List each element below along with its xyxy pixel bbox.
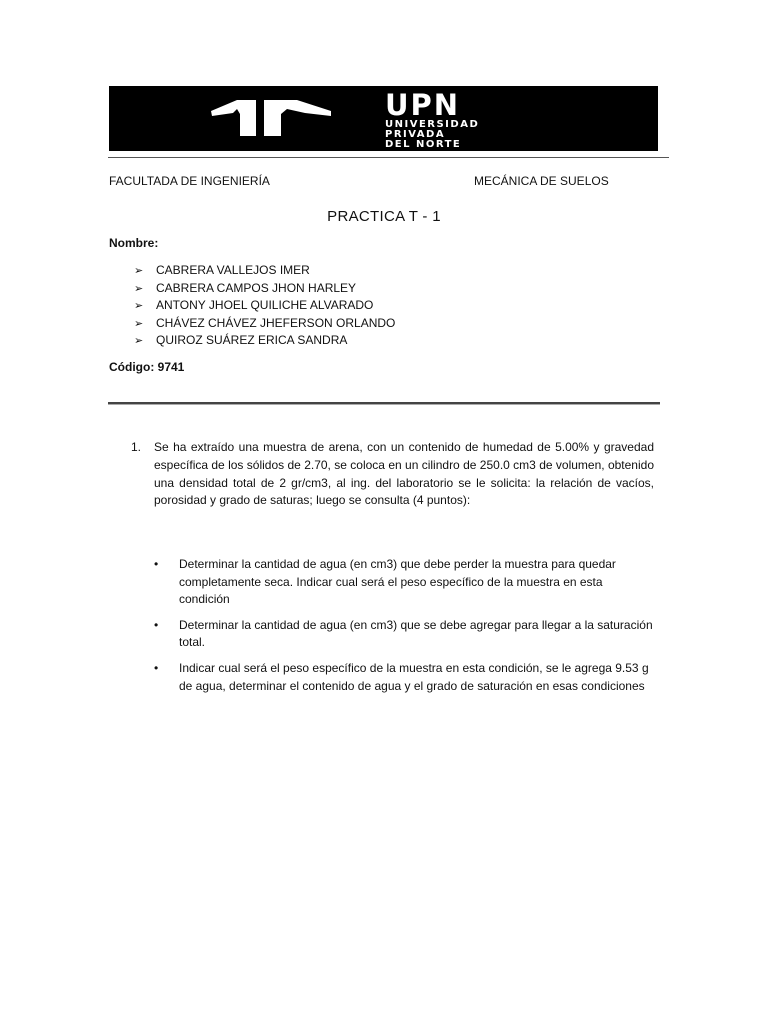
course-label: MECÁNICA DE SUELOS — [474, 174, 609, 188]
header-banner — [109, 86, 658, 151]
logo-subtitle-line-3: DEL NORTE — [385, 139, 462, 150]
page-title: PRACTICA T - 1 — [327, 208, 441, 225]
student-name: CABRERA VALLEJOS IMER — [156, 263, 310, 277]
arrow-bullet-icon: ➢ — [134, 317, 144, 330]
logo-subtitle-line-1: UNIVERSIDAD — [385, 119, 480, 130]
student-name: ANTONY JHOEL QUILICHE ALVARADO — [156, 298, 374, 312]
header-divider — [108, 157, 669, 158]
upn-logo-emblem-icon — [109, 86, 658, 151]
bullet-icon: • — [154, 617, 159, 632]
bullet-icon: • — [154, 660, 159, 675]
student-name: CHÁVEZ CHÁVEZ JHEFERSON ORLANDO — [156, 315, 396, 330]
list-item — [154, 617, 654, 652]
arrow-bullet-icon: ➢ — [134, 300, 144, 312]
question-number: 1. — [131, 440, 142, 454]
list-item — [154, 660, 654, 695]
question-text: Se ha extraído una muestra de arena, con un contenido de humedad de 5.00% y gravedad específica de los sólidos de 2.70, se coloca en un cilindro de 250.0 cm3 de volumen, obtenido una densidad total de 2 gr/cm3, al ing. del laboratorio se le solicita: la relación de vacíos, porosidad y grado de saturas; luego se consulta (4 puntos): — [154, 440, 654, 508]
student-name: CABRERA CAMPOS JHON HARLEY — [156, 280, 357, 295]
list-item — [134, 262, 395, 280]
code-label: Código: 9741 — [109, 360, 185, 374]
list-item — [134, 297, 395, 315]
task-text: Determinar la cantidad de agua (en cm3) que se debe agregar para llegar a la saturación total. — [179, 617, 653, 650]
list-item — [134, 280, 395, 298]
list-item — [134, 332, 395, 350]
names-label: Nombre: — [109, 236, 159, 250]
faculty-label: FACULTADA DE INGENIERÍA — [109, 174, 270, 188]
arrow-bullet-icon: ➢ — [134, 282, 144, 295]
task-list — [154, 556, 654, 703]
logo-name: UPN — [385, 88, 461, 122]
student-name: QUIROZ SUÁREZ ERICA SANDRA — [156, 333, 348, 347]
list-item — [154, 556, 654, 609]
arrow-bullet-icon: ➢ — [134, 265, 144, 277]
names-list — [134, 262, 395, 350]
logo-subtitle-line-2: PRIVADA — [385, 129, 446, 140]
section-divider — [108, 402, 660, 405]
task-text: Determinar la cantidad de agua (en cm3) que debe perder la muestra para quedar completamente seca. Indicar cual será el peso específico de la muestra en esta condición — [179, 557, 616, 607]
bullet-icon: • — [154, 557, 159, 571]
upn-logo — [385, 90, 479, 150]
task-text: Indicar cual será el peso específico de la muestra en esta condición, se le agrega 9.53 g de agua, determinar el contenido de agua y el grado de saturación en esas condiciones — [179, 660, 649, 693]
list-item — [134, 315, 395, 333]
arrow-bullet-icon: ➢ — [134, 335, 144, 347]
